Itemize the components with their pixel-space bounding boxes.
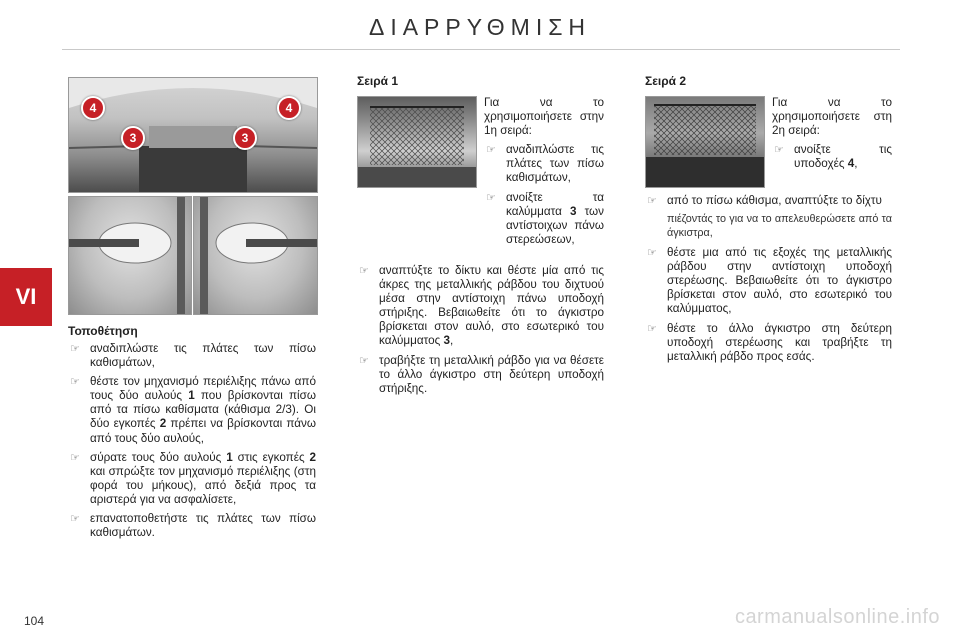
item-text: στις εγκοπές [232, 450, 310, 464]
list-item [484, 143, 604, 185]
pointing-finger-icon: ☞ [647, 247, 657, 260]
item-text: , [450, 334, 454, 348]
row2-heading: Σειρά 2 [645, 74, 687, 88]
list-item [68, 375, 316, 445]
item-text: των αντίστοιχων πάνω στερεώσεων, [506, 204, 604, 246]
row2-intro: Για να το χρησιμοποιήσετε στη 2η σειρά: [772, 96, 892, 138]
item-text: ανοίξτε τις υποδοχές [794, 143, 892, 171]
row2-side-text [772, 96, 892, 176]
item-text: θέστε το άλλο άγκιστρο στη δεύτερη υποδοχή στερέωσης και τραβήξτε τη μεταλλική ράβδο προς εσάς. [667, 321, 892, 363]
item-text: τραβήξτε τη μεταλλική ράβδο για να θέσετε το άλλο άγκιστρο στη δεύτερη υποδοχή στήριξης. [379, 353, 604, 395]
item-text: θέστε μια από τις εξοχές της μεταλλικής ράβδου στην αντίστοιχη υποδοχή στερέωσης. Βεβαιωθείτε ότι το άγκιστρο βρίσκεται στον αυλό, στο εσωτερικό του καλύμματος, [667, 246, 892, 316]
pointing-finger-icon: ☞ [359, 354, 369, 367]
item-text: ανοίξτε τα καλύμματα [506, 190, 604, 218]
list-item [68, 512, 316, 540]
list-item [772, 143, 892, 171]
page-number: 104 [24, 614, 45, 628]
callout-badge-3-right: 3 [233, 126, 257, 150]
callout-badge-4-right: 4 [277, 96, 301, 120]
photo-net-row2 [645, 96, 765, 188]
placement-list [68, 342, 316, 545]
item-ref: 3 [569, 204, 577, 218]
row1-side-text [484, 96, 604, 252]
item-text: αναπτύξτε το δίκτυ και θέστε μία από τις άκρες της μεταλλικής ράβδου του διχτυού μέσα στην αντίστοιχη πάνω υποδοχή στήριξης. Βεβαιωθείτε ότι το άγκιστρο βρίσκεται στον αυλό, στο εσωτερικό του καλύμματος [379, 264, 604, 348]
item-ref: 1 [188, 389, 195, 403]
pointing-finger-icon: ☞ [70, 343, 80, 355]
photo-cabin-ceiling [68, 77, 318, 193]
row2-list [645, 194, 892, 369]
item-text: , [854, 157, 858, 171]
chapter-tab: VI [0, 268, 52, 326]
pointing-finger-icon: ☞ [486, 191, 496, 204]
watermark: carmanualsonline.info [734, 606, 940, 628]
pointing-finger-icon: ☞ [70, 513, 80, 526]
item-text: που βρίσκονται πίσω από τα πίσω καθίσματα (κάθισμα 2/3). Οι δύο εγκοπές [90, 389, 316, 431]
title-rule [62, 49, 900, 50]
pointing-finger-icon: ☞ [359, 265, 369, 277]
item-text: αναδιπλώστε τις πλάτες των πίσω καθισμάτων, [506, 143, 604, 185]
item-text: και σπρώξτε τον μηχανισμό περιέλιξης (στη φορά του μήκους), από δεξιά προς τα αριστερά για να ασφαλίσετε, [90, 464, 316, 506]
row1-intro: Για να το χρησιμοποιήσετε στην 1η σειρά: [484, 96, 604, 138]
item-ref: 2 [159, 417, 167, 431]
photo-hook-detail-left [68, 196, 192, 315]
item-text: αναδιπλώστε τις πλάτες των πίσω καθισμάτων, [90, 342, 316, 370]
list-item [357, 264, 604, 349]
item-ref: 1 [226, 450, 233, 464]
item-text: από το πίσω κάθισμα, αναπτύξτε το δίχτυ [667, 194, 882, 207]
item-text: σύρατε τους δύο αυλούς [90, 450, 227, 464]
item-text: επανατοποθετήστε τις πλάτες των πίσω καθισμάτων. [90, 512, 316, 540]
item-subnote: πιέζοντάς το για να το απελευθερώσετε από τα άγκιστρα, [667, 213, 892, 239]
row1-heading: Σειρά 1 [357, 74, 399, 88]
photo-hook-detail-right [193, 196, 318, 315]
pointing-finger-icon: ☞ [647, 322, 657, 335]
photo-net-row1 [357, 96, 477, 188]
item-text: θέστε τον μηχανισμό περιέλιξης πάνω από τους δύο αυλούς [90, 375, 316, 403]
item-ref: 4 [847, 157, 855, 171]
list-item [357, 354, 604, 396]
callout-badge-4-left: 4 [81, 96, 105, 120]
list-item [484, 191, 604, 247]
placement-heading: Τοποθέτηση [68, 324, 138, 338]
list-item [645, 246, 892, 316]
row1-list [357, 264, 604, 401]
list-item [68, 342, 316, 370]
list-item [68, 451, 316, 507]
list-item [645, 194, 892, 208]
pointing-finger-icon: ☞ [70, 376, 80, 389]
pointing-finger-icon: ☞ [647, 195, 657, 207]
pointing-finger-icon: ☞ [774, 144, 784, 157]
pointing-finger-icon: ☞ [70, 451, 80, 464]
list-item [645, 322, 892, 364]
callout-badge-3-left: 3 [121, 126, 145, 150]
page-title: ΔΙΑΡΡΥΘΜΙΣΗ [368, 14, 592, 40]
pointing-finger-icon: ☞ [486, 144, 496, 157]
item-ref: 3 [443, 334, 450, 348]
item-ref: 2 [309, 450, 316, 464]
item-text: πρέπει να βρίσκονται πάνω από τους δύο αυλούς, [90, 417, 316, 445]
